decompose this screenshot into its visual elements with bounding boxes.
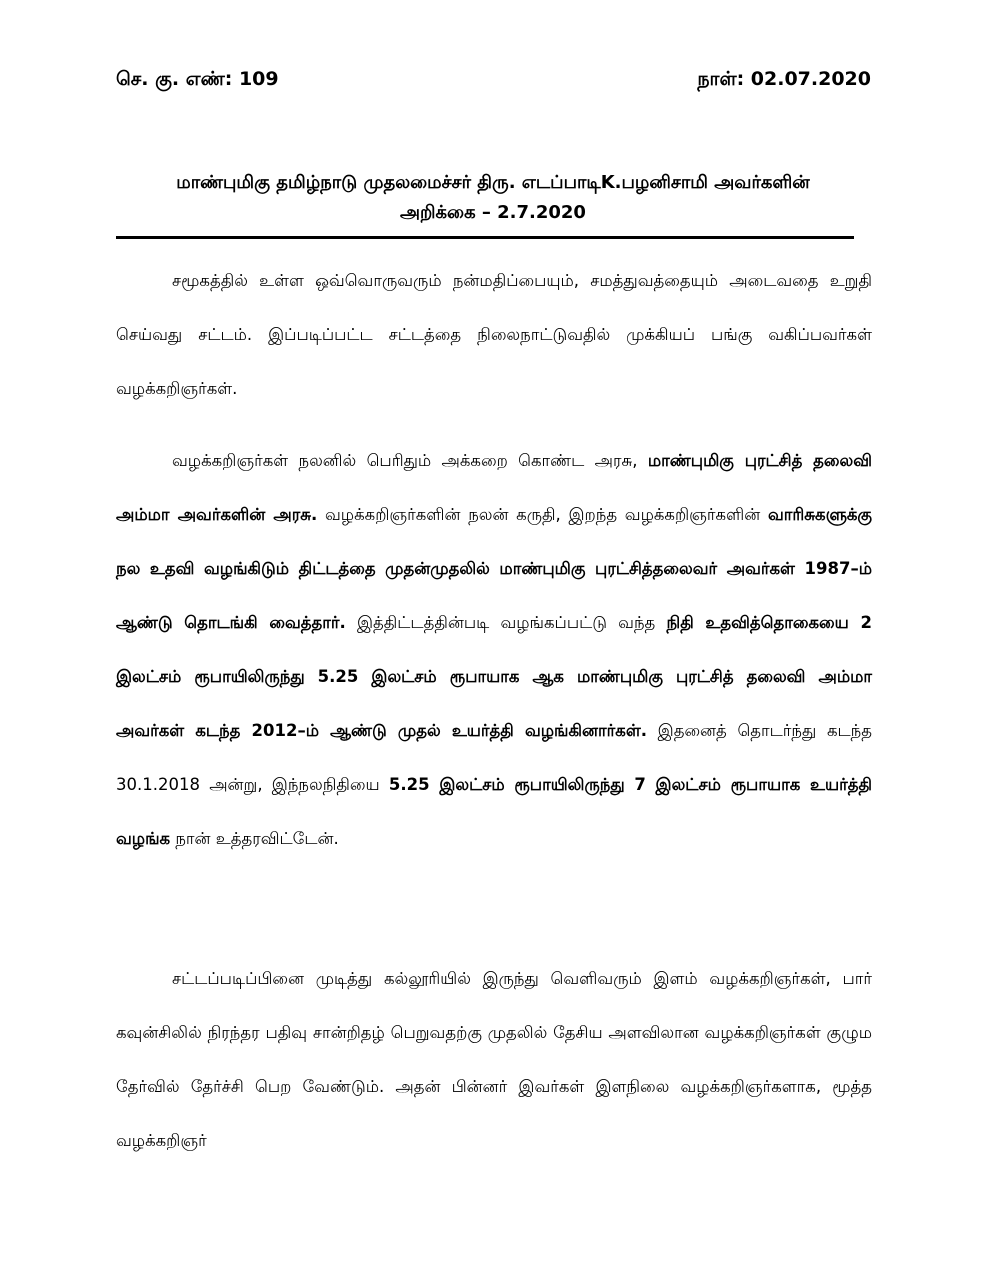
paragraph-3-text: சட்டப்படிப்பினை முடித்து கல்லூரியில் இருந்து வெளிவரும் இளம் வழக்கறிஞர்கள், பார் கவுன்சிலில் நிரந்தர பதிவு சான்றிதழ் பெறுவதற்கு முதலில் தேசிய அளவிலான வழக்கறிஞர்கள் குழும தேர்வில் தேர்ச்சி பெற வேண்டும். அதன் பின்னர் இவர்கள் இளநிலை வழக்கறிஞர்களாக, மூத்த வழக்கறிஞர் [116,969,872,1150]
document-date: நாள்: 02.07.2020 [697,68,871,90]
p2-text-2: வழக்கறிஞர்களின் நலன் கருதி, இறந்த வழக்கறிஞர்களின் [317,505,768,524]
title-line-1: மாண்புமிகு தமிழ்நாடு முதலமைச்சர் திரு. எடப்பாடிK.பழனிசாமி அவர்களின் [176,172,810,193]
paragraph-2 [116,434,872,866]
p2-text-4: இதனைத் தொடர்ந்து கடந்த 30.1.2018 அன்று, இந்நலநிதியை [116,721,873,794]
p2-bold-3: நிதி உதவித்தொகையை 2 இலட்சம் ரூபாயிலிருந்து 5.25 இலட்சம் ரூபாயாக ஆக மாண்புமிகு புரட்சித் தலைவி அம்மா அவர்கள் கடந்த 2012–ம் ஆண்டு முதல் உயர்த்தி வழங்கினார்கள். [116,613,873,740]
reference-number: செ. கு. எண்: 109 [116,68,279,90]
title-line-2: அறிக்கை – 2.7.2020 [400,202,586,223]
paragraph-1 [116,254,872,416]
p2-text-3: இத்திட்டத்தின்படி வழங்கப்பட்டு வந்த [345,613,667,632]
title-divider [116,236,854,239]
p2-bold-4: 5.25 இலட்சம் ரூபாயிலிருந்து 7 இலட்சம் ரூபாயாக உயர்த்தி வழங்க [116,775,872,848]
p2-bold-1: மாண்புமிகு புரட்சித் தலைவி அம்மா அவர்களின் அரசு. [116,451,873,524]
p2-text-5: நான் உத்தரவிட்டேன். [170,829,339,848]
p2-bold-2: வாரிசுகளுக்கு நல உதவி வழங்கிடும் திட்டத்தை முதன்முதலில் மாண்புமிகு புரட்சித்தலைவர் அவர்கள் 1987–ம் ஆண்டு தொடங்கி வைத்தார். [116,505,872,632]
paragraph-3 [116,952,872,1168]
paragraph-1-text: சமூகத்தில் உள்ள ஒவ்வொருவரும் நன்மதிப்பையும், சமத்துவத்தையும் அடைவதை உறுதி செய்வது சட்டம். இப்படிப்பட்ட சட்டத்தை நிலைநாட்டுவதில் முக்கியப் பங்கு வகிப்பவர்கள் வழக்கறிஞர்கள். [116,271,872,398]
p2-text-1: வழக்கறிஞர்கள் நலனில் பெரிதும் அக்கறை கொண்ட அரசு, [172,451,648,470]
